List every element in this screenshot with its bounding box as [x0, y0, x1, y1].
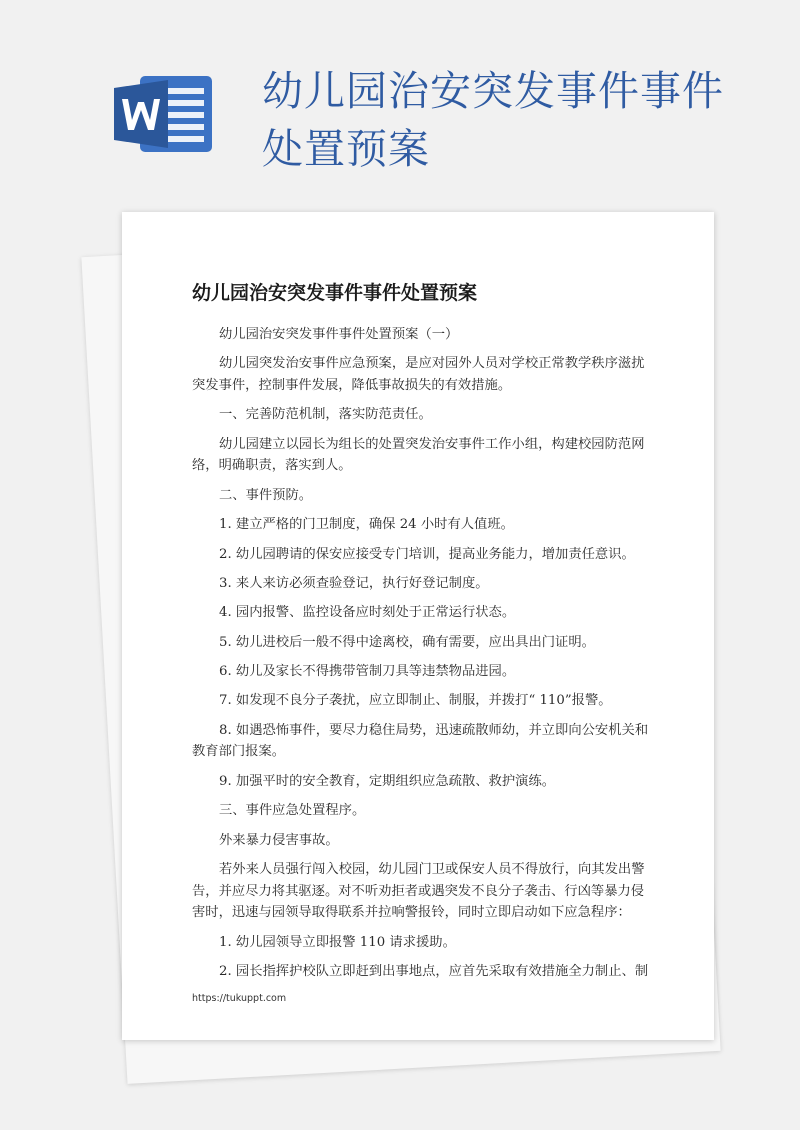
- list-item: 3. 来人来访必须查验登记，执行好登记制度。: [219, 575, 489, 591]
- footer-url: https://tukuppt.com: [192, 993, 287, 1004]
- list-item: 2. 幼儿园聘请的保安应接受专门培训，提高业务能力，增加责任意识。: [219, 546, 635, 562]
- paragraph: 幼儿园治安突发事件事件处置预案（一）: [219, 327, 459, 342]
- list-item: 1. 建立严格的门卫制度，确保 24 小时有人值班。: [219, 517, 514, 533]
- list-item: 9. 加强平时的安全教育，定期组织应急疏散、救护演练。: [219, 773, 556, 789]
- section-heading: 二、事件预防。: [219, 487, 313, 503]
- list-item: 6. 幼儿及家长不得携带管制刀具等违禁物品进园。: [219, 664, 516, 680]
- paragraph: 幼儿园突发治安事件应急预案，是应对园外人员对学校正常教学秩序滋扰突发事件，控制事件发展，降低事故损失的有效措施。: [192, 356, 645, 393]
- list-item: 4. 园内报警、监控设备应时刻处于正常运行状态。: [219, 605, 516, 621]
- paragraph: 外来暴力侵害事故。: [219, 832, 339, 848]
- paragraph: 幼儿园建立以园长为组长的处置突发治安事件工作小组，构建校园防范网络，明确职责，落实到人。: [192, 436, 645, 474]
- list-item: 7. 如发现不良分子袭扰，应立即制止、制服，并拨打“ 110”报警。: [219, 693, 612, 709]
- banner-title: 幼儿园治安突发事件事件处置预案: [262, 67, 724, 173]
- section-heading: 一、完善防范机制，落实防范责任。: [219, 407, 432, 423]
- list-item: 5. 幼儿进校后一般不得中途离校，确有需要，应出具出门证明。: [219, 634, 595, 650]
- document-body: [192, 324, 654, 990]
- document-page: [122, 212, 714, 1040]
- word-document-icon: [112, 72, 216, 156]
- list-item: 2. 园长指挥护校队立即赶到出事地点，应首先采取有效措施全力制止、制: [219, 964, 649, 979]
- list-item: 8. 如遇恐怖事件，要尽力稳住局势，迅速疏散师幼，并立即向公安机关和教育部门报案。: [192, 722, 649, 760]
- list-item: 1. 幼儿园领导立即报警 110 请求援助。: [219, 934, 456, 950]
- document-title: 幼儿园治安突发事件事件处置预案: [192, 282, 478, 304]
- section-heading: 三、事件应急处置程序。: [219, 803, 366, 819]
- header-banner: [0, 0, 800, 200]
- paragraph: 若外来人员强行闯入校园，幼儿园门卫或保安人员不得放行，向其发出警告，并应尽力将其驱逐。对不听劝拒者或遇突发不良分子袭击、行凶等暴力侵害时，迅速与园领导取得联系并拉响警报铃，同时立即启动如下应急程序：: [192, 862, 645, 921]
